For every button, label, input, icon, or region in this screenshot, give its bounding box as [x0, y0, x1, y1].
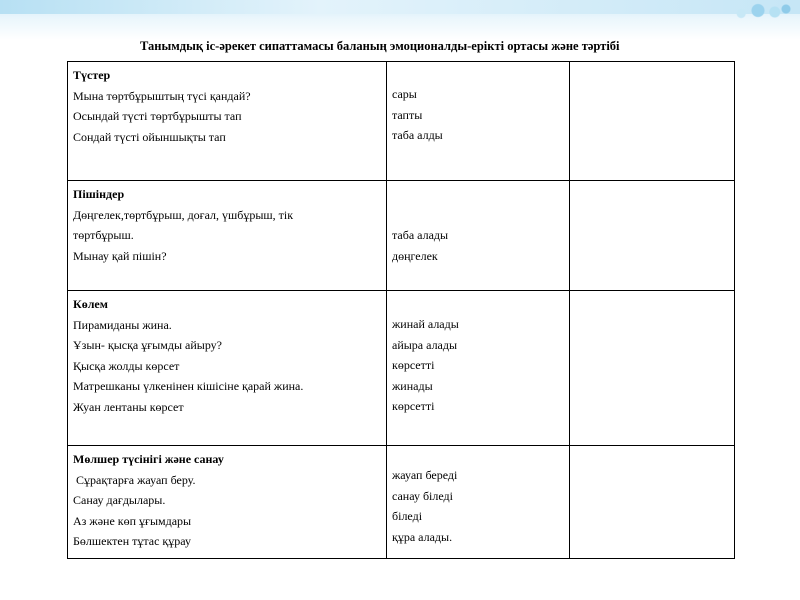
- answer-item: санау біледі: [392, 488, 453, 503]
- answer-cell: [387, 446, 570, 559]
- criteria-item: Қысқа жолды көрсет: [73, 358, 180, 373]
- answer-item: жинады: [392, 378, 433, 393]
- answer-cell: [387, 62, 570, 181]
- criteria-cell: [68, 181, 387, 291]
- answer-item: дөңгелек: [392, 248, 438, 263]
- answer-item: сары: [392, 87, 417, 101]
- criteria-item: Мынау қай пішін?: [73, 248, 167, 263]
- table-row-volume: [68, 291, 735, 446]
- answer-item: таба алады: [392, 228, 449, 242]
- criteria-item: Мына төртбұрыштың түсі қандай?: [73, 88, 251, 103]
- criteria-item: төртбұрыш.: [73, 228, 134, 242]
- table-row-quantity: [68, 446, 735, 559]
- table-row-colors: [68, 62, 735, 181]
- answer-item: құра алады.: [392, 529, 453, 544]
- criteria-item: Ұзын- қысқа ұғымды айыру?: [73, 338, 222, 352]
- answer-item: тапты: [392, 107, 423, 122]
- assessment-table: [67, 61, 735, 559]
- criteria-item: Санау дағдылары.: [73, 493, 166, 507]
- criteria-item: Дөңгелек,төртбұрыш, доғал, үшбұрыш, тік: [73, 207, 294, 222]
- criteria-cell: [68, 62, 387, 181]
- page-title: Танымдық іс-әрекет сипаттамасы баланың эмоционалды-ерікті ортасы және тәртібі: [140, 39, 620, 53]
- answer-item: көрсетті: [392, 358, 435, 372]
- answer-item: айыра алады: [392, 337, 458, 352]
- answer-item: көрсетті: [392, 399, 435, 413]
- criteria-item: Осындай түсті төртбұрышты тап: [73, 109, 242, 123]
- answer-item: біледі: [392, 509, 423, 523]
- criteria-item: Аз және көп ұғымдары: [73, 513, 192, 528]
- row-heading: Көлем: [73, 297, 108, 311]
- answer-item: жинай алады: [392, 317, 459, 331]
- row-heading: Түстер: [73, 68, 111, 82]
- row-heading: Мөлшер түсінігі және санау: [73, 452, 224, 466]
- criteria-cell: [68, 291, 387, 446]
- criteria-cell: [68, 446, 387, 559]
- decorative-bubbles: [660, 0, 800, 30]
- empty-cell: [570, 181, 735, 291]
- criteria-item: Бөлшектен тұтас құрау: [73, 534, 191, 548]
- criteria-item: Сұрақтарға жауап беру.: [73, 472, 196, 487]
- row-heading: Пішіндер: [73, 187, 125, 201]
- empty-cell: [570, 446, 735, 559]
- answer-item: жауап береді: [392, 468, 458, 482]
- criteria-item: Жуан лентаны көрсет: [73, 399, 184, 414]
- answer-cell: [387, 181, 570, 291]
- table-row-shapes: [68, 181, 735, 291]
- criteria-item: Матрешканы үлкенінен кішісіне қарай жина.: [73, 379, 304, 393]
- answer-cell: [387, 291, 570, 446]
- empty-cell: [570, 62, 735, 181]
- criteria-item: Пирамиданы жина.: [73, 317, 172, 332]
- criteria-item: Сондай түсті ойыншықты тап: [73, 129, 226, 144]
- empty-cell: [570, 291, 735, 446]
- answer-item: таба алды: [392, 128, 443, 142]
